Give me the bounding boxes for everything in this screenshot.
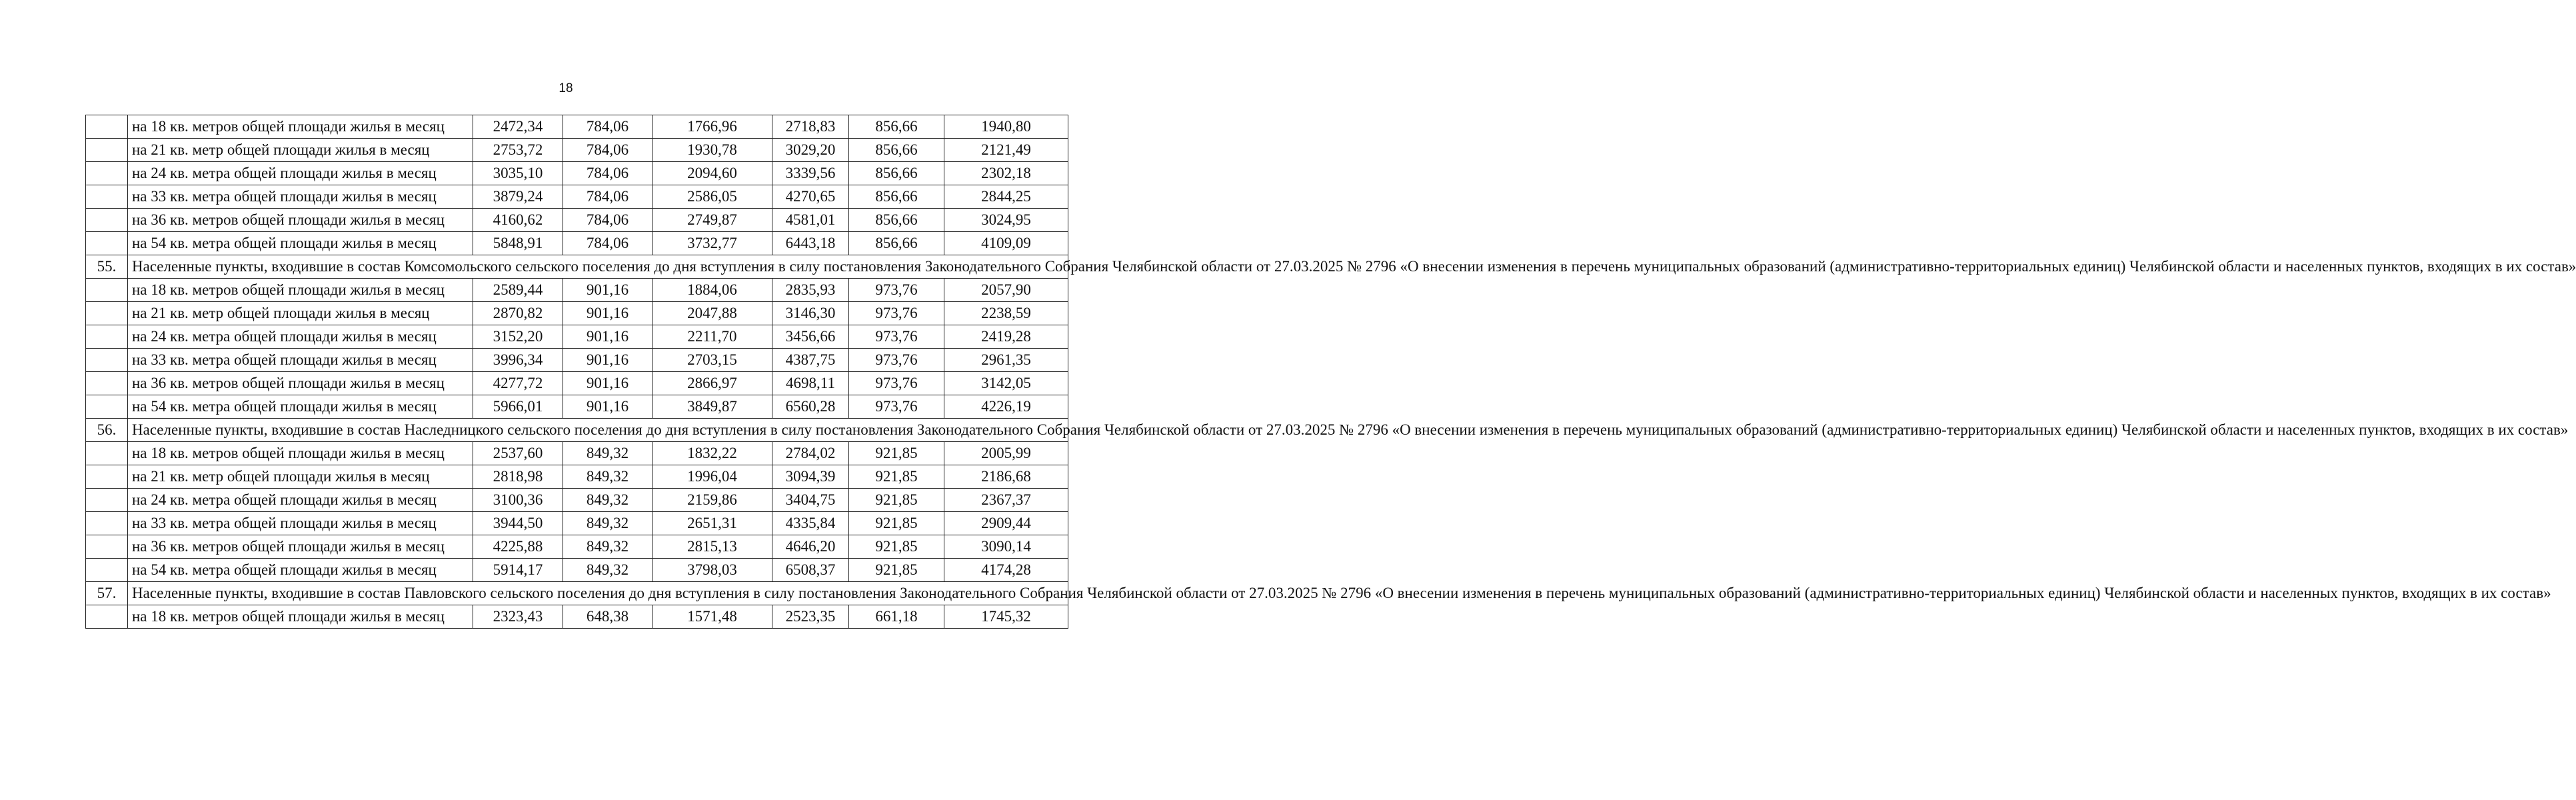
row-label: на 54 кв. метра общей площади жилья в месяц [128, 232, 473, 255]
value-cell: 2047,88 [652, 302, 772, 325]
value-cell: 3029,20 [772, 139, 849, 162]
value-cell: 6443,18 [772, 232, 849, 255]
value-cell: 4646,20 [772, 535, 849, 559]
value-cell: 3798,03 [652, 559, 772, 582]
value-cell: 4225,88 [473, 535, 563, 559]
table-row [86, 489, 1068, 512]
value-cell: 2784,02 [772, 442, 849, 465]
table-row [86, 442, 1068, 465]
value-cell: 2835,93 [772, 279, 849, 302]
tariff-table [85, 115, 2576, 629]
value-cell: 2749,87 [652, 209, 772, 232]
table-row [86, 465, 1068, 489]
value-cell: 2961,35 [944, 349, 1068, 372]
value-cell: 4277,72 [473, 372, 563, 395]
value-cell: 1996,04 [652, 465, 772, 489]
value-cell: 849,32 [563, 535, 652, 559]
value-cell: 849,32 [563, 512, 652, 535]
value-cell: 921,85 [849, 535, 944, 559]
value-cell: 973,76 [849, 395, 944, 419]
row-label: на 24 кв. метра общей площади жилья в месяц [128, 162, 473, 185]
value-cell: 3090,14 [944, 535, 1068, 559]
value-cell: 856,66 [849, 209, 944, 232]
value-cell: 3142,05 [944, 372, 1068, 395]
table-row [86, 185, 1068, 209]
row-number-cell [86, 232, 128, 255]
value-cell: 1745,32 [944, 605, 1068, 629]
value-cell: 2367,37 [944, 489, 1068, 512]
value-cell: 901,16 [563, 372, 652, 395]
value-cell: 2419,28 [944, 325, 1068, 349]
row-label: на 18 кв. метров общей площади жилья в месяц [128, 279, 473, 302]
value-cell: 661,18 [849, 605, 944, 629]
row-label: на 36 кв. метров общей площади жилья в месяц [128, 209, 473, 232]
value-cell: 1832,22 [652, 442, 772, 465]
row-number-cell [86, 372, 128, 395]
value-cell: 2211,70 [652, 325, 772, 349]
value-cell: 973,76 [849, 325, 944, 349]
value-cell: 5848,91 [473, 232, 563, 255]
table-row [86, 349, 1068, 372]
section-header-row [86, 419, 1068, 442]
table-row [86, 559, 1068, 582]
row-label: на 18 кв. метров общей площади жилья в месяц [128, 442, 473, 465]
value-cell: 3152,20 [473, 325, 563, 349]
value-cell: 4160,62 [473, 209, 563, 232]
value-cell: 2870,82 [473, 302, 563, 325]
row-number-cell [86, 442, 128, 465]
value-cell: 784,06 [563, 115, 652, 139]
value-cell: 4226,19 [944, 395, 1068, 419]
value-cell: 856,66 [849, 139, 944, 162]
value-cell: 6560,28 [772, 395, 849, 419]
value-cell: 856,66 [849, 162, 944, 185]
table-row [86, 279, 1068, 302]
value-cell: 2818,98 [473, 465, 563, 489]
row-number-cell [86, 512, 128, 535]
row-number-cell [86, 349, 128, 372]
value-cell: 856,66 [849, 115, 944, 139]
value-cell: 4387,75 [772, 349, 849, 372]
value-cell: 2186,68 [944, 465, 1068, 489]
value-cell: 4335,84 [772, 512, 849, 535]
value-cell: 2844,25 [944, 185, 1068, 209]
table-body [86, 115, 2576, 629]
table-row [86, 115, 1068, 139]
row-number-cell [86, 302, 128, 325]
value-cell: 5966,01 [473, 395, 563, 419]
value-cell: 2302,18 [944, 162, 1068, 185]
value-cell: 784,06 [563, 185, 652, 209]
table-row [86, 325, 1068, 349]
table-row [86, 395, 1068, 419]
table-row [86, 605, 1068, 629]
value-cell: 2472,34 [473, 115, 563, 139]
value-cell: 973,76 [849, 279, 944, 302]
value-cell: 4109,09 [944, 232, 1068, 255]
row-label: на 18 кв. метров общей площади жилья в месяц [128, 605, 473, 629]
section-header-row [86, 255, 1068, 279]
row-label: на 36 кв. метров общей площади жилья в месяц [128, 535, 473, 559]
value-cell: 921,85 [849, 489, 944, 512]
value-cell: 901,16 [563, 302, 652, 325]
section-number: 57. [86, 582, 128, 605]
page-number: 18 [559, 81, 573, 95]
value-cell: 3456,66 [772, 325, 849, 349]
value-cell: 5914,17 [473, 559, 563, 582]
row-label: на 24 кв. метра общей площади жилья в месяц [128, 489, 473, 512]
table-row [86, 372, 1068, 395]
value-cell: 1884,06 [652, 279, 772, 302]
value-cell: 849,32 [563, 465, 652, 489]
value-cell: 849,32 [563, 559, 652, 582]
value-cell: 1940,80 [944, 115, 1068, 139]
value-cell: 784,06 [563, 232, 652, 255]
row-label: на 21 кв. метр общей площади жилья в месяц [128, 465, 473, 489]
value-cell: 921,85 [849, 442, 944, 465]
value-cell: 2589,44 [473, 279, 563, 302]
value-cell: 784,06 [563, 209, 652, 232]
value-cell: 4174,28 [944, 559, 1068, 582]
row-number-cell [86, 279, 128, 302]
table-row [86, 139, 1068, 162]
row-label: на 18 кв. метров общей площади жилья в месяц [128, 115, 473, 139]
row-label: на 54 кв. метра общей площади жилья в месяц [128, 395, 473, 419]
row-number-cell [86, 395, 128, 419]
table-row [86, 302, 1068, 325]
value-cell: 784,06 [563, 139, 652, 162]
value-cell: 4270,65 [772, 185, 849, 209]
value-cell: 3035,10 [473, 162, 563, 185]
value-cell: 3404,75 [772, 489, 849, 512]
row-number-cell [86, 325, 128, 349]
value-cell: 2909,44 [944, 512, 1068, 535]
value-cell: 2586,05 [652, 185, 772, 209]
value-cell: 3996,34 [473, 349, 563, 372]
row-number-cell [86, 489, 128, 512]
table-row [86, 209, 1068, 232]
value-cell: 2523,35 [772, 605, 849, 629]
value-cell: 1571,48 [652, 605, 772, 629]
value-cell: 901,16 [563, 395, 652, 419]
row-label: на 33 кв. метра общей площади жилья в месяц [128, 185, 473, 209]
value-cell: 901,16 [563, 325, 652, 349]
value-cell: 2651,31 [652, 512, 772, 535]
value-cell: 849,32 [563, 442, 652, 465]
value-cell: 921,85 [849, 559, 944, 582]
row-number-cell [86, 605, 128, 629]
value-cell: 4698,11 [772, 372, 849, 395]
row-label: на 36 кв. метров общей площади жилья в месяц [128, 372, 473, 395]
row-number-cell [86, 115, 128, 139]
value-cell: 2815,13 [652, 535, 772, 559]
value-cell: 856,66 [849, 185, 944, 209]
value-cell: 2005,99 [944, 442, 1068, 465]
value-cell: 2753,72 [473, 139, 563, 162]
value-cell: 2866,97 [652, 372, 772, 395]
value-cell: 6508,37 [772, 559, 849, 582]
value-cell: 3879,24 [473, 185, 563, 209]
value-cell: 3024,95 [944, 209, 1068, 232]
value-cell: 3732,77 [652, 232, 772, 255]
table-row [86, 162, 1068, 185]
value-cell: 2121,49 [944, 139, 1068, 162]
value-cell: 3146,30 [772, 302, 849, 325]
value-cell: 901,16 [563, 279, 652, 302]
value-cell: 3849,87 [652, 395, 772, 419]
section-header-row [86, 582, 1068, 605]
value-cell: 784,06 [563, 162, 652, 185]
value-cell: 921,85 [849, 512, 944, 535]
row-number-cell [86, 465, 128, 489]
value-cell: 2057,90 [944, 279, 1068, 302]
value-cell: 648,38 [563, 605, 652, 629]
row-number-cell [86, 209, 128, 232]
row-number-cell [86, 185, 128, 209]
value-cell: 973,76 [849, 302, 944, 325]
value-cell: 3944,50 [473, 512, 563, 535]
row-label: на 33 кв. метра общей площади жилья в месяц [128, 512, 473, 535]
table-row [86, 535, 1068, 559]
value-cell: 2537,60 [473, 442, 563, 465]
value-cell: 973,76 [849, 372, 944, 395]
section-title: Населенные пункты, входившие в состав Наследницкого сельского поселения до дня вступления в силу постановления Законодательного Собрания Челябинской области от 27.03.2025 № 2796 «О внесении изменения в перечень муниципальных образований (административно-территориальных единиц) Челябинской области и населенных пунктов, входящих в их состав» [128, 419, 1068, 442]
row-number-cell [86, 139, 128, 162]
section-title: Населенные пункты, входившие в состав Павловского сельского поселения до дня вступления в силу постановления Законодательного Собрания Челябинской области от 27.03.2025 № 2796 «О внесении изменения в перечень муниципальных образований (административно-территориальных единиц) Челябинской области и населенных пунктов, входящих в их состав» [128, 582, 1068, 605]
section-title: Населенные пункты, входившие в состав Комсомольского сельского поселения до дня вступления в силу постановления Законодательного Собрания Челябинской области от 27.03.2025 № 2796 «О внесении изменения в перечень муниципальных образований (административно-территориальных единиц) Челябинской области и населенных пунктов, входящих в их состав» [128, 255, 1068, 279]
value-cell: 4581,01 [772, 209, 849, 232]
table-row [86, 232, 1068, 255]
value-cell: 3339,56 [772, 162, 849, 185]
value-cell: 1930,78 [652, 139, 772, 162]
row-label: на 33 кв. метра общей площади жилья в месяц [128, 349, 473, 372]
value-cell: 3094,39 [772, 465, 849, 489]
value-cell: 2094,60 [652, 162, 772, 185]
row-label: на 21 кв. метр общей площади жилья в месяц [128, 302, 473, 325]
value-cell: 2323,43 [473, 605, 563, 629]
value-cell: 2159,86 [652, 489, 772, 512]
value-cell: 2238,59 [944, 302, 1068, 325]
row-number-cell [86, 535, 128, 559]
row-label: на 54 кв. метра общей площади жилья в месяц [128, 559, 473, 582]
value-cell: 901,16 [563, 349, 652, 372]
value-cell: 973,76 [849, 349, 944, 372]
value-cell: 3100,36 [473, 489, 563, 512]
value-cell: 1766,96 [652, 115, 772, 139]
row-label: на 24 кв. метра общей площади жилья в месяц [128, 325, 473, 349]
section-number: 55. [86, 255, 128, 279]
value-cell: 921,85 [849, 465, 944, 489]
row-label: на 21 кв. метр общей площади жилья в месяц [128, 139, 473, 162]
value-cell: 849,32 [563, 489, 652, 512]
row-number-cell [86, 559, 128, 582]
section-number: 56. [86, 419, 128, 442]
value-cell: 2718,83 [772, 115, 849, 139]
row-number-cell [86, 162, 128, 185]
table-row [86, 512, 1068, 535]
value-cell: 2703,15 [652, 349, 772, 372]
value-cell: 856,66 [849, 232, 944, 255]
